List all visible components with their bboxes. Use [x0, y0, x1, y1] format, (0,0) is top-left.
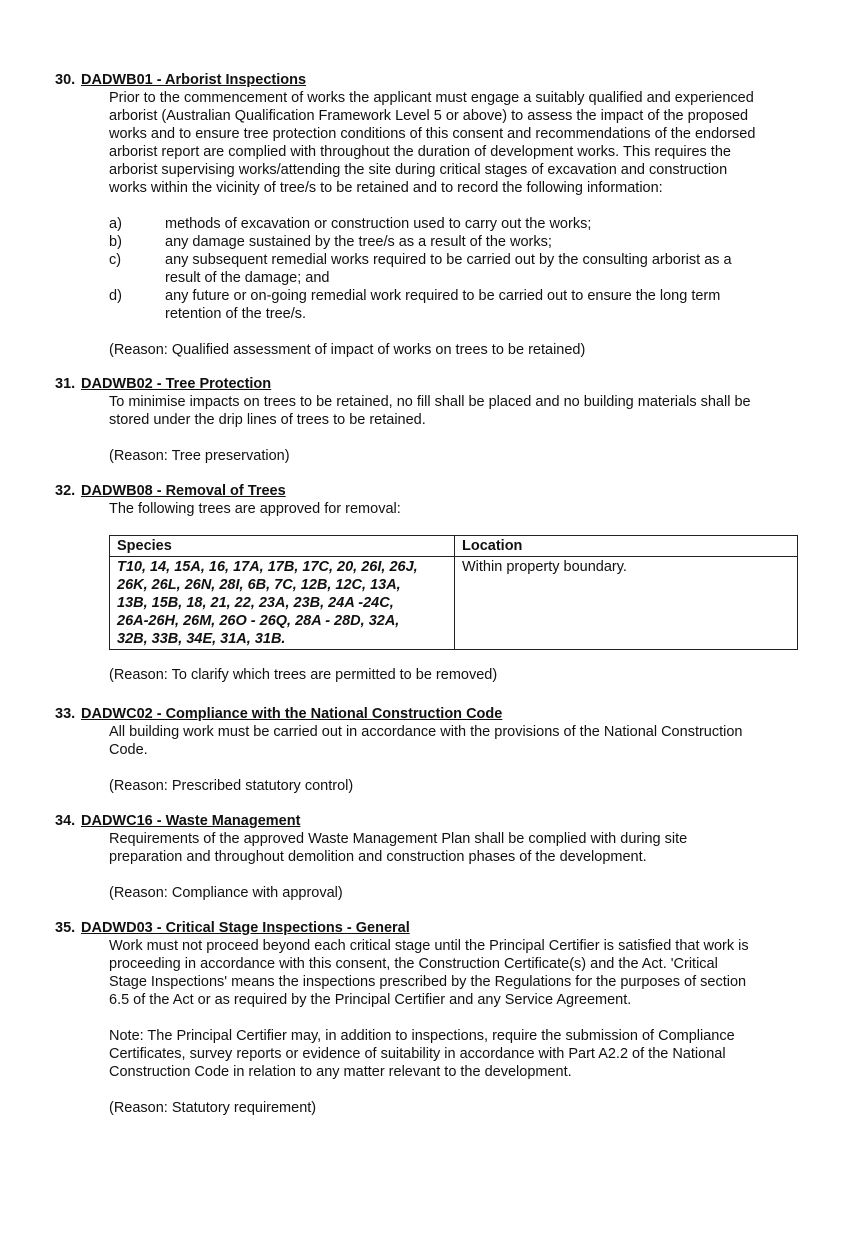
column-header-location: Location	[455, 536, 798, 557]
condition-title: DADWD03 - Critical Stage Inspections - General	[81, 920, 410, 936]
text-line: To minimise impacts on trees to be retained, no fill shall be placed and no building materials shall be	[109, 394, 751, 410]
condition-body	[109, 723, 809, 759]
text-line: 26K, 26L, 26N, 28I, 6B, 7C, 12B, 12C, 13A,	[117, 577, 401, 593]
text-line: any damage sustained by the tree/s as a result of the works;	[165, 234, 552, 250]
list-item-label: d)	[109, 288, 122, 304]
condition-heading	[55, 71, 815, 89]
condition-title: DADWC02 - Compliance with the National Construction Code	[81, 706, 503, 722]
text-line: retention of the tree/s.	[165, 306, 307, 322]
text-line: arborist supervising works/attending the site during critical stages of excavation and construction	[109, 162, 728, 178]
text-line: methods of excavation or construction used to carry out the works;	[165, 216, 592, 232]
condition-reason: (Reason: Prescribed statutory control)	[109, 778, 354, 794]
list-item-label: b)	[109, 234, 122, 250]
condition-33	[55, 705, 815, 795]
condition-heading	[55, 375, 815, 393]
condition-body	[109, 500, 809, 518]
condition-body	[109, 937, 809, 1009]
text-line: 32B, 33B, 34E, 31A, 31B.	[117, 631, 286, 647]
species-cell	[110, 557, 455, 650]
condition-reason: (Reason: Compliance with approval)	[109, 885, 343, 901]
condition-number: 31.	[55, 376, 76, 392]
condition-35	[55, 919, 815, 1117]
condition-number: 30.	[55, 72, 76, 88]
text-line: All building work must be carried out in accordance with the provisions of the National Construction	[109, 724, 743, 740]
list-item	[109, 251, 815, 287]
text-line: Certificates, survey reports or evidence of suitability in accordance with Part A2.2 of the National	[109, 1046, 726, 1062]
text-line: preparation and throughout demolition and construction phases of the development.	[109, 849, 647, 865]
text-line: arborist (Australian Qualification Framework Level 5 or above) to assess the impact of the proposed	[109, 108, 749, 124]
list-item	[109, 287, 815, 323]
condition-34	[55, 812, 815, 902]
condition-title: DADWC16 - Waste Management	[81, 813, 301, 829]
text-line: any future or on-going remedial work required to be carried out to ensure the long term	[165, 288, 721, 304]
text-line: arborist report are complied with throughout the duration of development works. This requires the	[109, 144, 731, 160]
condition-title: DADWB02 - Tree Protection	[81, 376, 272, 392]
condition-reason: (Reason: Qualified assessment of impact of works on trees to be retained)	[109, 342, 586, 358]
text-line: Stage Inspections' means the inspections prescribed by the Regulations for the purposes of section	[109, 974, 747, 990]
text-line: proceeding in accordance with this consent, the Construction Certificate(s) and the Act. 'Critical	[109, 956, 718, 972]
text-line: Requirements of the approved Waste Management Plan shall be complied with during site	[109, 831, 688, 847]
tree-removal-table	[109, 535, 798, 650]
condition-reason: (Reason: Statutory requirement)	[109, 1100, 317, 1116]
text-line: 13B, 15B, 18, 21, 22, 23A, 23B, 24A -24C,	[117, 595, 394, 611]
column-header-species: Species	[110, 536, 455, 557]
condition-number: 34.	[55, 813, 76, 829]
condition-body	[109, 830, 809, 866]
list-item-label: a)	[109, 216, 122, 232]
text-line: works and to ensure tree protection conditions of this consent and recommendations of the endorsed	[109, 126, 756, 142]
condition-number: 33.	[55, 706, 76, 722]
text-line: Work must not proceed beyond each critical stage until the Principal Certifier is satisfied that work is	[109, 938, 749, 954]
text-line: Code.	[109, 742, 148, 758]
text-line: T10, 14, 15A, 16, 17A, 17B, 17C, 20, 26I, 26J,	[117, 559, 418, 575]
condition-title: DADWB08 - Removal of Trees	[81, 483, 286, 499]
list-item	[109, 233, 815, 251]
location-cell: Within property boundary.	[455, 557, 798, 650]
text-line: The following trees are approved for removal:	[109, 501, 401, 517]
text-line: Note: The Principal Certifier may, in addition to inspections, require the submission of Compliance	[109, 1028, 735, 1044]
text-line: works within the vicinity of tree/s to be retained and to record the following information:	[109, 180, 663, 196]
condition-body	[109, 89, 809, 197]
condition-heading	[55, 812, 815, 830]
text-line: stored under the drip lines of trees to be retained.	[109, 412, 426, 428]
condition-31	[55, 375, 815, 465]
text-line: 6.5 of the Act or as required by the Principal Certifier and any Service Agreement.	[109, 992, 632, 1008]
information-list	[109, 215, 815, 323]
condition-note	[109, 1027, 809, 1081]
condition-30	[55, 71, 815, 359]
text-line: 26A-26H, 26M, 26O - 26Q, 28A - 28D, 32A,	[117, 613, 400, 629]
condition-body	[109, 393, 809, 429]
condition-heading	[55, 919, 815, 937]
text-line: result of the damage; and	[165, 270, 330, 286]
condition-number: 32.	[55, 483, 76, 499]
list-item-label: c)	[109, 252, 122, 268]
condition-reason: (Reason: To clarify which trees are permitted to be removed)	[109, 667, 498, 683]
text-line: Prior to the commencement of works the applicant must engage a suitably qualified and experienced	[109, 90, 754, 106]
condition-32	[55, 482, 815, 684]
table-row	[110, 557, 798, 650]
condition-title: DADWB01 - Arborist Inspections	[81, 72, 307, 88]
condition-number: 35.	[55, 920, 76, 936]
list-item	[109, 215, 815, 233]
condition-reason: (Reason: Tree preservation)	[109, 448, 290, 464]
text-line: Construction Code in relation to any matter relevant to the development.	[109, 1064, 572, 1080]
text-line: any subsequent remedial works required to be carried out by the consulting arborist as a	[165, 252, 732, 268]
table-header-row	[110, 536, 798, 557]
condition-heading	[55, 705, 815, 723]
condition-heading	[55, 482, 815, 500]
